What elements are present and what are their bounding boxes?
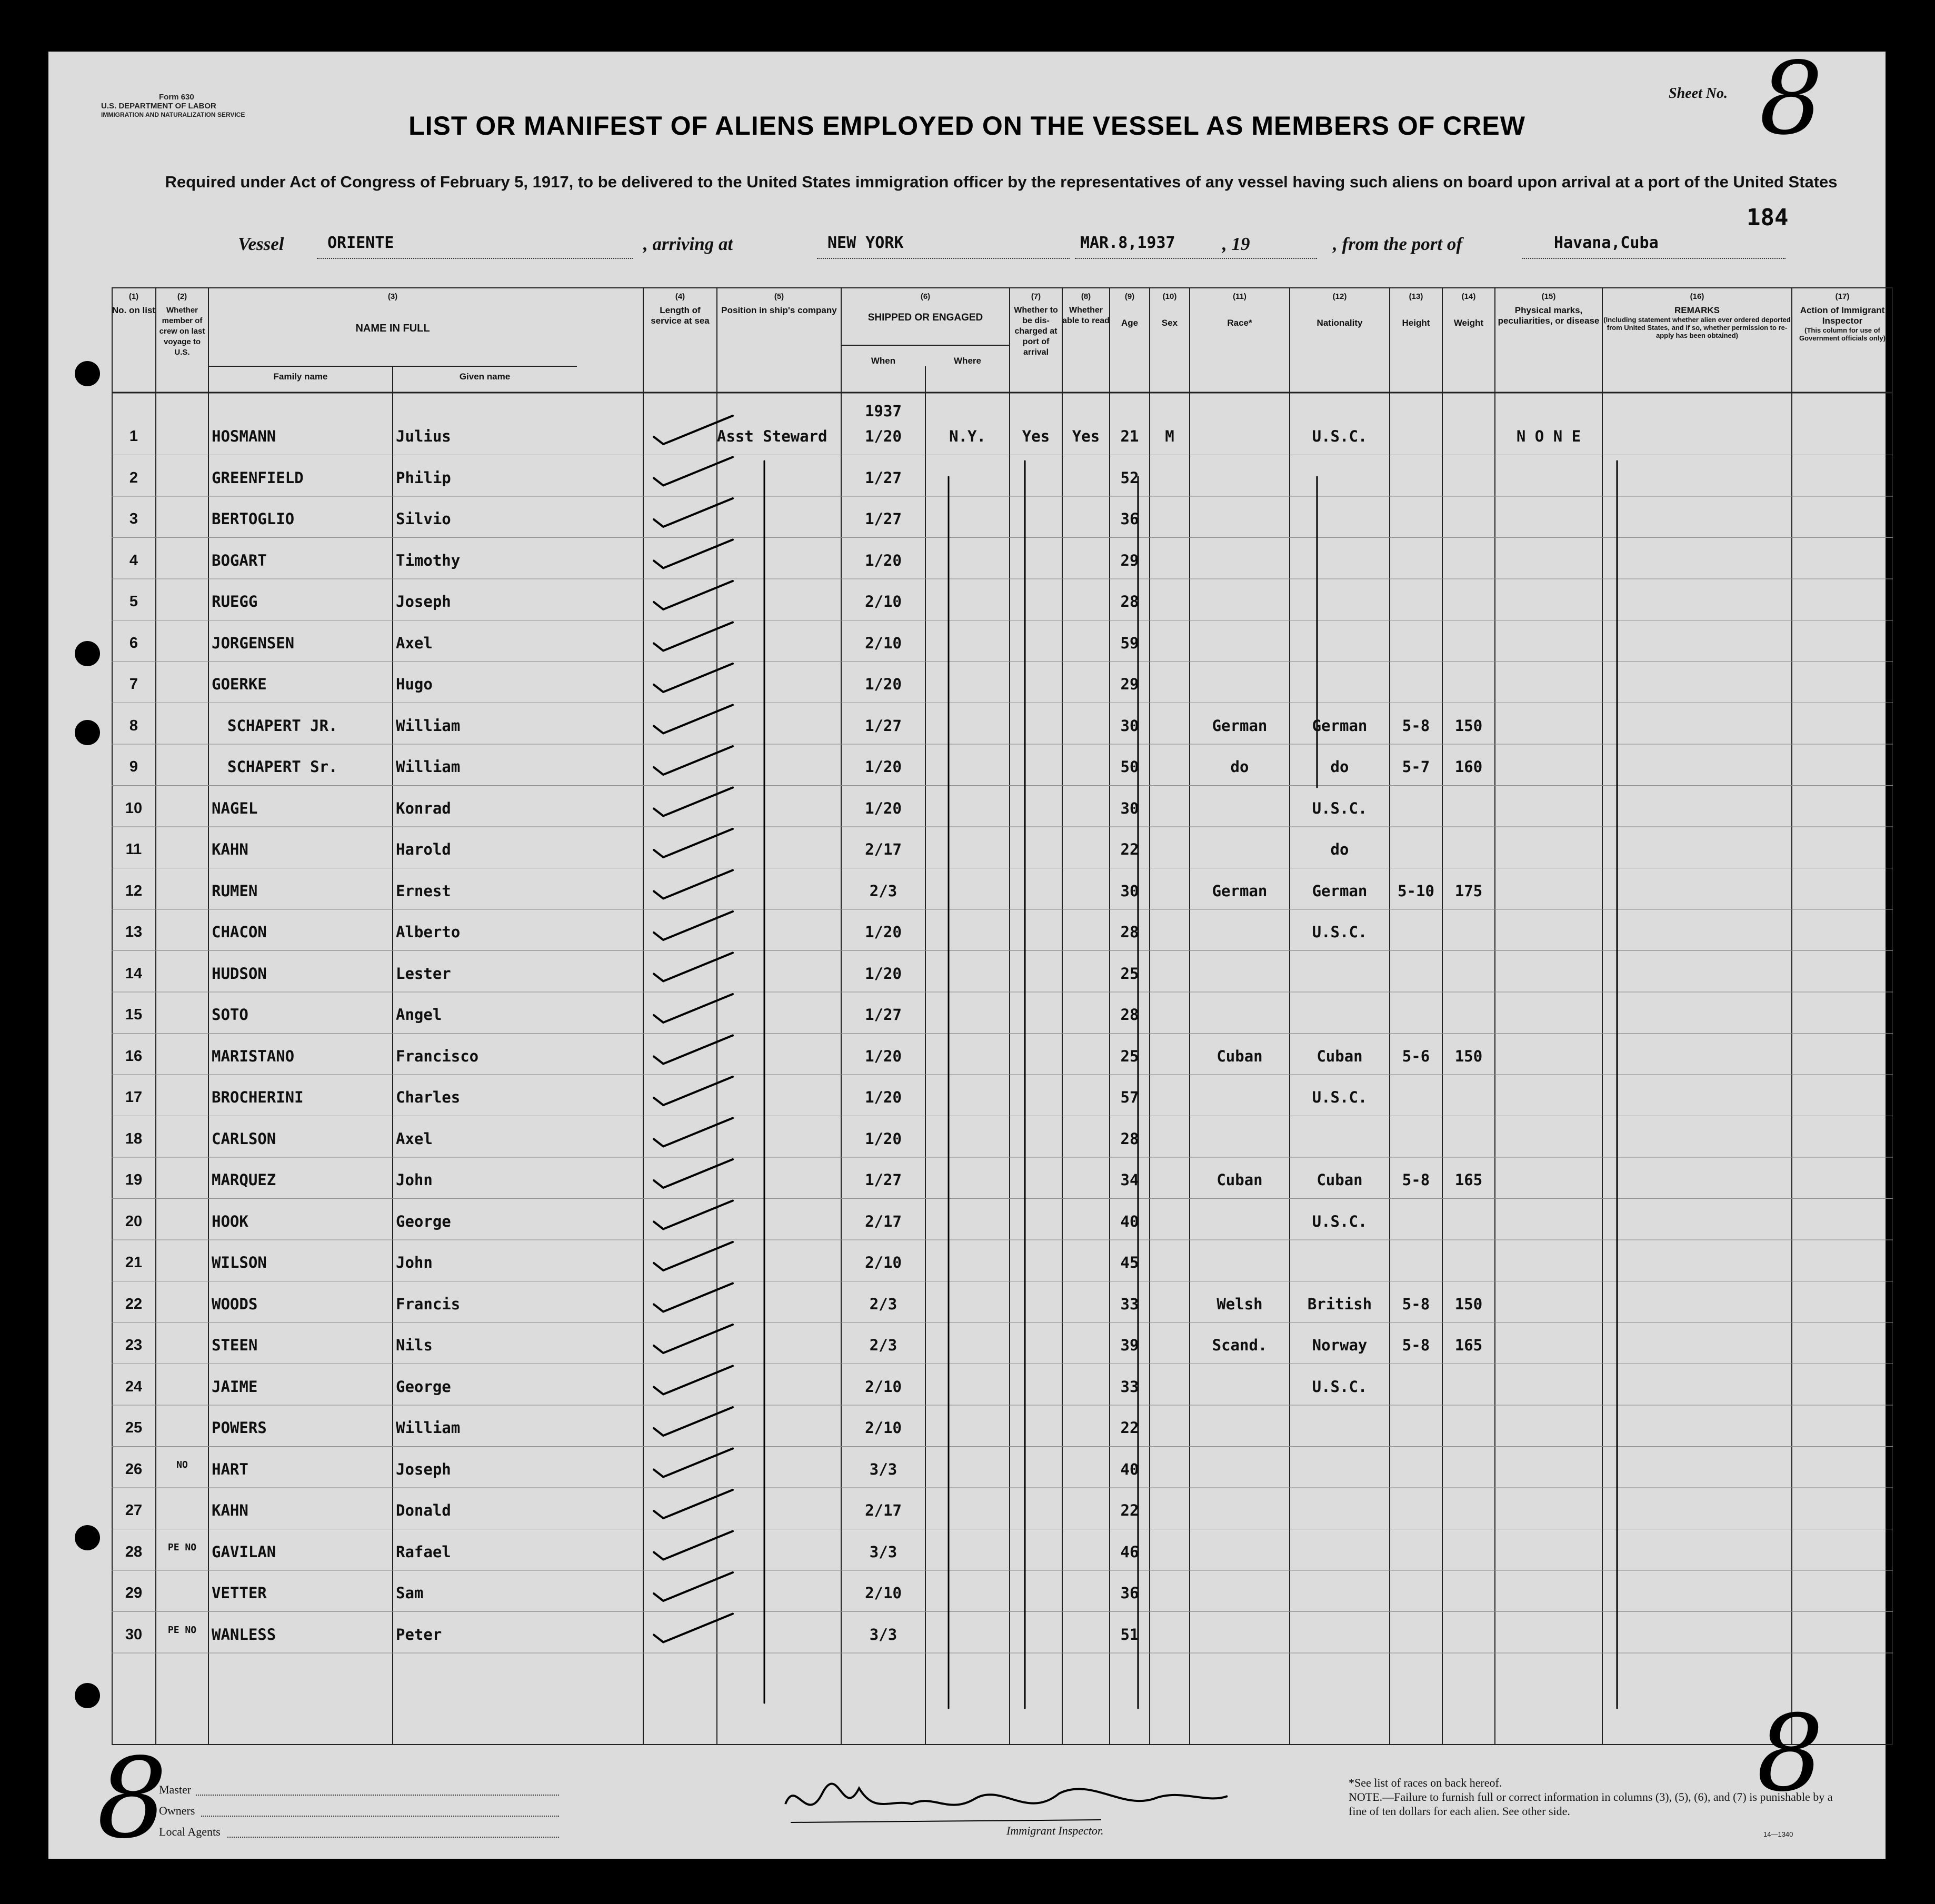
cell-family: GREENFIELD <box>212 468 304 487</box>
cell-height: 5-8 <box>1402 1295 1430 1313</box>
check-mark <box>654 870 733 899</box>
cell-weight: 165 <box>1454 1171 1483 1189</box>
cell-when: 2/10 <box>865 593 902 610</box>
cell-crew: PE NO <box>167 1541 197 1553</box>
cell-given: George <box>396 1212 451 1230</box>
cell-no: 8 <box>129 717 138 734</box>
cell-nationality: Cuban <box>1316 1171 1363 1189</box>
arriving-port: NEW YORK <box>827 234 904 252</box>
check-mark <box>654 1036 733 1064</box>
check-mark <box>654 664 733 692</box>
cell-given: Francis <box>396 1295 461 1313</box>
cell-when: 2/17 <box>865 1212 902 1230</box>
binder-hole <box>75 1525 100 1550</box>
check-mark <box>654 953 733 981</box>
col-8-header: (8) Whether able to read <box>1062 292 1110 325</box>
cell-given: Axel <box>396 1129 433 1148</box>
where-header: Where <box>954 356 981 366</box>
cell-age: 22 <box>1120 840 1139 858</box>
cell-family: CARLSON <box>212 1129 276 1148</box>
manifest-sheet <box>48 41 1886 1863</box>
department: U.S. DEPARTMENT OF LABOR <box>101 102 216 111</box>
cell-nationality: U.S.C. <box>1312 427 1368 445</box>
cell-nationality: U.S.C. <box>1312 799 1368 817</box>
check-mark <box>654 1407 733 1436</box>
cell-no: 9 <box>129 758 138 775</box>
cell-when: 1/20 <box>865 427 902 445</box>
given-name-header: Given name <box>459 372 511 382</box>
check-mark <box>654 1449 733 1477</box>
cell-no: 10 <box>125 799 143 817</box>
cell-no: 7 <box>129 676 138 693</box>
right-mark: 8 <box>1757 1692 1824 1815</box>
cell-no: 13 <box>125 924 143 940</box>
cell-family: POWERS <box>212 1419 267 1437</box>
cell-read: Yes <box>1072 427 1100 445</box>
check-mark <box>654 1118 733 1147</box>
cell-height: 5-6 <box>1402 1047 1430 1065</box>
cell-nationality: do <box>1330 840 1349 858</box>
cell-weight: 150 <box>1454 1047 1483 1065</box>
cell-weight: 175 <box>1454 881 1483 900</box>
cell-height: 5-8 <box>1402 716 1430 735</box>
check-mark <box>654 746 733 775</box>
cell-family: WOODS <box>212 1295 258 1313</box>
cell-age: 25 <box>1120 1047 1139 1065</box>
cell-given: John <box>396 1171 433 1189</box>
col-3-header: (3) NAME IN FULL Family name Given name <box>208 287 577 393</box>
cell-family: BOGART <box>212 551 267 569</box>
cell-family: CHACON <box>212 923 267 941</box>
vessel-label: Vessel <box>238 234 284 254</box>
col-14-header: (14) Weight <box>1453 292 1484 328</box>
cell-when: 1/27 <box>865 716 902 735</box>
check-mark <box>654 540 733 568</box>
cell-family: RUEGG <box>212 593 258 610</box>
cell-given: Donald <box>396 1501 451 1519</box>
cell-nationality: German <box>1312 881 1368 900</box>
voyage-line <box>238 231 1780 262</box>
cell-nationality: do <box>1330 758 1349 776</box>
cell-nationality: U.S.C. <box>1312 1088 1368 1106</box>
cell-when: 1/20 <box>865 1088 902 1106</box>
cell-family: HOOK <box>212 1212 248 1230</box>
cell-no: 16 <box>125 1047 143 1065</box>
cell-age: 30 <box>1120 716 1139 735</box>
cell-race: Cuban <box>1216 1171 1263 1189</box>
cell-given: Hugo <box>396 675 433 693</box>
binder-hole <box>75 641 100 666</box>
col-15-header: (15) Physical marks, peculiarities, or disease <box>1498 292 1600 326</box>
service: IMMIGRATION AND NATURALIZATION SERVICE <box>101 111 245 118</box>
cell-family: MARISTANO <box>212 1047 295 1065</box>
col-16-header: (16) REMARKS (Including statement whether alien ever ordered deported from United States, and if so, whether permission to re-apply has been obtained) <box>1603 292 1791 339</box>
check-mark <box>654 1572 733 1601</box>
cell-no: 21 <box>125 1254 143 1271</box>
check-mark <box>654 1077 733 1105</box>
cell-age: 46 <box>1120 1542 1139 1561</box>
cell-race: Scand. <box>1212 1336 1268 1354</box>
cell-given: Harold <box>396 840 451 858</box>
cell-when: 1/27 <box>865 1006 902 1024</box>
cell-discharged: Yes <box>1022 427 1050 445</box>
year-label: , 19 <box>1222 234 1250 254</box>
cell-when: 2/10 <box>865 1377 902 1396</box>
check-mark <box>654 1490 733 1518</box>
cell-family: MARQUEZ <box>212 1171 276 1189</box>
cell-nationality: Norway <box>1312 1336 1368 1354</box>
check-mark <box>654 1159 733 1188</box>
left-mark: 8 <box>97 1734 167 1863</box>
cell-when: 2/3 <box>869 1336 897 1354</box>
local-agents-label: Local Agents <box>159 1825 221 1838</box>
col-4-header: (4) Length of service at sea <box>651 292 710 326</box>
cell-given: Julius <box>396 427 451 445</box>
cell-family: SCHAPERT JR. <box>227 716 338 735</box>
cell-age: 28 <box>1120 1129 1139 1148</box>
cell-race: German <box>1212 881 1268 900</box>
cell-family: BROCHERINI <box>212 1088 304 1106</box>
vessel-name: ORIENTE <box>327 234 394 252</box>
cell-sex: M <box>1165 427 1174 445</box>
cell-age: 51 <box>1120 1625 1139 1644</box>
cell-no: 5 <box>129 593 138 610</box>
manifest-footer <box>48 1692 1886 1863</box>
cell-age: 30 <box>1120 881 1139 900</box>
cell-race: Cuban <box>1216 1047 1263 1065</box>
check-mark <box>654 1242 733 1270</box>
cell-when: 1/20 <box>865 551 902 569</box>
cell-family: GAVILAN <box>212 1542 276 1561</box>
cell-no: 12 <box>125 882 143 899</box>
year-note: 1937 <box>865 402 902 420</box>
print-code: 14—1340 <box>1763 1830 1793 1838</box>
check-mark <box>654 1284 733 1312</box>
cell-nationality: U.S.C. <box>1312 1377 1368 1396</box>
check-mark <box>654 457 733 486</box>
cell-given: William <box>396 716 461 735</box>
col-7-header: (7) Whether to be dis-charged at port of arrival <box>1014 292 1058 357</box>
cell-age: 29 <box>1120 675 1139 693</box>
when-header: When <box>871 356 896 366</box>
cell-age: 22 <box>1120 1419 1139 1437</box>
cell-no: 24 <box>125 1378 143 1395</box>
cell-given: Silvio <box>396 510 451 528</box>
cell-height: 5-8 <box>1402 1336 1430 1354</box>
cell-when: 1/20 <box>865 675 902 693</box>
cell-when: 2/10 <box>865 1584 902 1602</box>
cell-age: 28 <box>1120 593 1139 610</box>
cell-family: SOTO <box>212 1006 248 1024</box>
cell-height: 5-8 <box>1402 1171 1430 1189</box>
cell-when: 3/3 <box>869 1542 897 1561</box>
cell-family: JORGENSEN <box>212 634 295 652</box>
cell-given: Philip <box>396 468 451 487</box>
cell-family: KAHN <box>212 840 248 858</box>
cell-nationality: U.S.C. <box>1312 1212 1368 1230</box>
cell-given: Charles <box>396 1088 461 1106</box>
cell-when: 3/3 <box>869 1625 897 1644</box>
cell-age: 33 <box>1120 1377 1139 1396</box>
cell-given: Francisco <box>396 1047 479 1065</box>
cell-when: 2/10 <box>865 1254 902 1271</box>
cell-no: 6 <box>129 634 138 652</box>
cell-where: N.Y. <box>949 427 986 445</box>
cell-given: Peter <box>396 1625 442 1644</box>
cell-given: John <box>396 1254 433 1271</box>
cell-given: Angel <box>396 1006 442 1024</box>
col-17-header: (17) Action of Immigrant Inspector (This column for use of Government officials only) <box>1799 292 1886 342</box>
cell-crew: PE NO <box>167 1624 197 1636</box>
cell-family: WANLESS <box>212 1625 276 1644</box>
cell-age: 28 <box>1120 923 1139 941</box>
cell-weight: 160 <box>1454 758 1483 776</box>
from-label: , from the port of <box>1333 234 1462 254</box>
cell-no: 28 <box>125 1543 143 1560</box>
cell-family: SCHAPERT Sr. <box>227 758 338 776</box>
cell-no: 22 <box>125 1295 143 1312</box>
cell-height: 5-10 <box>1398 881 1434 900</box>
col-1-header: (1) No. on list <box>112 292 156 315</box>
cell-family: HART <box>212 1460 248 1478</box>
cell-given: Nils <box>396 1336 433 1354</box>
cell-age: 57 <box>1120 1088 1139 1106</box>
sheet-number: 8 <box>1759 41 1823 157</box>
cell-age: 29 <box>1120 551 1139 569</box>
binder-hole <box>75 361 100 386</box>
cell-no: 4 <box>129 552 138 569</box>
note-text: NOTE.—Failure to furnish full or correct information in columns (3), (5), (6), and (7) is punishable by a fine of ten dollars for each alien. See other side. <box>1349 1790 1833 1818</box>
cell-nationality: German <box>1312 716 1368 735</box>
check-mark <box>654 498 733 527</box>
cell-family: BERTOGLIO <box>212 510 295 528</box>
cell-age: 59 <box>1120 634 1139 652</box>
cell-height: 5-7 <box>1402 758 1430 776</box>
cell-age: 45 <box>1120 1254 1139 1271</box>
cell-nationality: U.S.C. <box>1312 923 1368 941</box>
cell-no: 17 <box>125 1089 143 1106</box>
cell-no: 18 <box>125 1130 143 1147</box>
col-5-header: (5) Position in ship's company <box>721 292 837 315</box>
cell-given: Joseph <box>396 593 451 610</box>
cell-given: Joseph <box>396 1460 451 1478</box>
cell-family: JAIME <box>212 1377 258 1396</box>
cell-age: 36 <box>1120 1584 1139 1602</box>
cell-given: Axel <box>396 634 433 652</box>
arrival-date: MAR.8,1937 <box>1080 234 1175 252</box>
check-mark <box>654 1366 733 1395</box>
check-mark <box>654 994 733 1023</box>
check-mark <box>654 911 733 940</box>
cell-no: 2 <box>129 469 138 486</box>
master-label: Master <box>159 1783 192 1796</box>
cell-weight: 150 <box>1454 716 1483 735</box>
cell-given: William <box>396 1419 461 1437</box>
cell-given: Rafael <box>396 1542 451 1561</box>
cell-given: Sam <box>396 1584 424 1602</box>
binder-hole <box>75 720 100 745</box>
cell-no: 1 <box>129 428 138 445</box>
cell-no: 25 <box>125 1419 143 1436</box>
cell-family: HUDSON <box>212 964 267 983</box>
check-mark <box>654 623 733 651</box>
col-12-header: (12) Nationality <box>1316 292 1363 328</box>
check-mark <box>654 1531 733 1560</box>
cell-when: 1/20 <box>865 1129 902 1148</box>
cell-age: 40 <box>1120 1460 1139 1478</box>
cell-no: 19 <box>125 1171 143 1188</box>
check-mark <box>654 705 733 734</box>
check-mark <box>654 788 733 816</box>
cell-age: 28 <box>1120 1006 1139 1024</box>
cell-family: HOSMANN <box>212 427 276 445</box>
cell-age: 33 <box>1120 1295 1139 1313</box>
page-subtitle: Required under Act of Congress of February 5, 1917, to be delivered to the United States immigration officer by the representatives of any vessel having such aliens on board upon arrival at a port of the United States <box>165 173 1838 191</box>
cell-no: 3 <box>129 510 138 527</box>
binder-hole <box>75 1683 100 1708</box>
cell-nationality: British <box>1307 1295 1372 1313</box>
cell-no: 15 <box>125 1006 143 1023</box>
cell-given: George <box>396 1377 451 1396</box>
family-name-header: Family name <box>273 372 328 382</box>
cell-crew: NO <box>176 1459 188 1470</box>
form-number: Form 630 <box>159 93 194 102</box>
cell-when: 1/20 <box>865 758 902 776</box>
cell-given: Ernest <box>396 881 451 900</box>
col-13-header: (13) Height <box>1402 292 1430 328</box>
cell-when: 2/10 <box>865 634 902 652</box>
cell-when: 1/20 <box>865 1047 902 1065</box>
col-11-header: (11) Race* <box>1227 292 1252 328</box>
cell-age: 30 <box>1120 799 1139 817</box>
cell-no: 11 <box>125 841 142 858</box>
cell-when: 1/20 <box>865 923 902 941</box>
cell-nationality: Cuban <box>1316 1047 1363 1065</box>
check-mark <box>654 1201 733 1229</box>
check-mark <box>654 829 733 857</box>
cell-age: 50 <box>1120 758 1139 776</box>
cell-weight: 165 <box>1454 1336 1483 1354</box>
cell-when: 1/27 <box>865 1171 902 1189</box>
page-title: LIST OR MANIFEST OF ALIENS EMPLOYED ON THE VESSEL AS MEMBERS OF CREW <box>408 111 1525 141</box>
cell-age: 36 <box>1120 510 1139 528</box>
cell-age: 22 <box>1120 1501 1139 1519</box>
cell-when: 3/3 <box>869 1460 897 1478</box>
check-mark <box>654 581 733 609</box>
cell-when: 1/20 <box>865 799 902 817</box>
col-6-header: (6) SHIPPED OR ENGAGED When Where <box>841 287 1010 393</box>
cell-when: 1/20 <box>865 964 902 983</box>
cell-weight: 150 <box>1454 1295 1483 1313</box>
from-port: Havana,Cuba <box>1554 234 1659 252</box>
cell-when: 2/3 <box>869 881 897 900</box>
cell-age: 52 <box>1120 468 1139 487</box>
cell-when: 1/27 <box>865 468 902 487</box>
crew-table <box>112 287 1893 1745</box>
cell-given: Alberto <box>396 923 461 941</box>
cell-no: 29 <box>125 1585 143 1601</box>
col-9-header: (9) Age <box>1121 292 1139 328</box>
check-mark <box>654 1325 733 1353</box>
cell-given: William <box>396 758 461 776</box>
cell-family: NAGEL <box>212 799 258 817</box>
cell-family: WILSON <box>212 1254 267 1271</box>
cell-race: do <box>1230 758 1249 776</box>
owners-label: Owners <box>159 1804 195 1817</box>
cell-marks: N O N E <box>1516 427 1581 445</box>
cell-age: 40 <box>1120 1212 1139 1230</box>
cell-no: 26 <box>125 1460 143 1478</box>
inspector-label: Immigrant Inspector. <box>1006 1824 1104 1837</box>
cell-when: 1/27 <box>865 510 902 528</box>
cell-when: 2/10 <box>865 1419 902 1437</box>
cell-no: 14 <box>125 965 143 982</box>
cell-when: 2/17 <box>865 840 902 858</box>
cell-family: KAHN <box>212 1501 248 1519</box>
cell-family: STEEN <box>212 1336 258 1354</box>
cell-race: German <box>1212 716 1268 735</box>
cell-position: Asst Steward <box>717 427 827 445</box>
cell-family: RUMEN <box>212 881 258 900</box>
cell-race: Welsh <box>1216 1295 1263 1313</box>
cell-family: GOERKE <box>212 675 267 693</box>
cell-no: 27 <box>125 1502 143 1519</box>
cell-age: 39 <box>1120 1336 1139 1354</box>
cell-when: 2/3 <box>869 1295 897 1313</box>
cell-no: 30 <box>125 1626 143 1643</box>
col-2-header: (2) Whether member of crew on last voyage to U.S. <box>159 292 205 357</box>
sheet-label: Sheet No. <box>1669 85 1728 102</box>
cell-age: 34 <box>1120 1171 1139 1189</box>
check-mark <box>654 1614 733 1642</box>
cell-given: Timothy <box>396 551 461 569</box>
arriving-label: , arriving at <box>643 234 733 254</box>
cell-family: VETTER <box>212 1584 267 1602</box>
cell-no: 23 <box>125 1337 143 1354</box>
col-10-header: (10) Sex <box>1161 292 1178 328</box>
cell-given: Konrad <box>396 799 451 817</box>
cell-when: 2/17 <box>865 1501 902 1519</box>
cell-no: 20 <box>125 1212 143 1230</box>
footnote: *See list of races on back hereof. <box>1349 1776 1502 1789</box>
cell-given: Lester <box>396 964 451 983</box>
stamp-number: 184 <box>1747 204 1789 231</box>
cell-age: 21 <box>1120 427 1139 445</box>
cell-age: 25 <box>1120 964 1139 983</box>
